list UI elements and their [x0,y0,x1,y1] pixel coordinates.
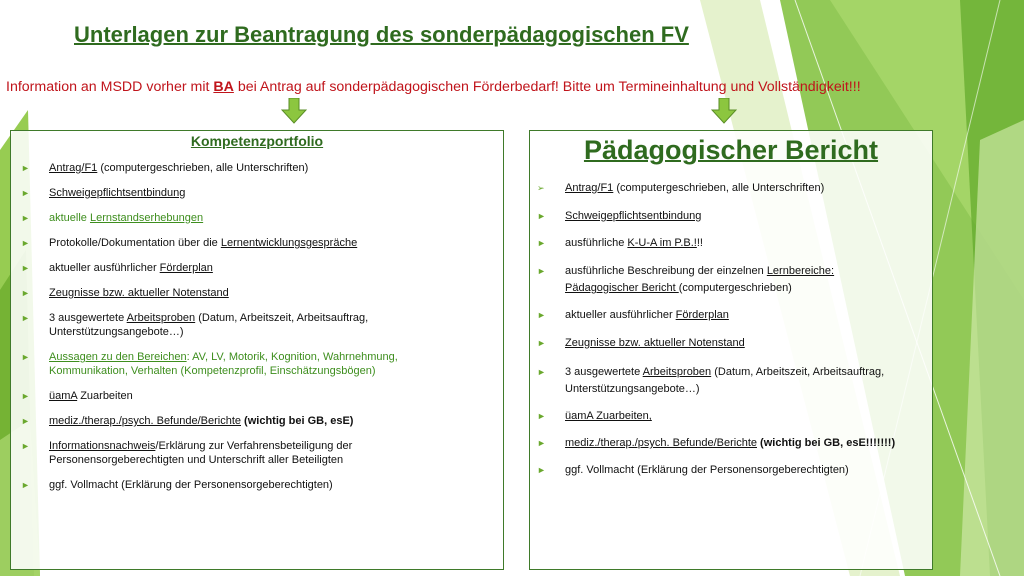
bullet-icon: ► [537,338,546,348]
item-text: Unterstützungsangebote…) [49,326,184,338]
bullet-icon: ► [21,288,30,298]
bullet-icon: ► [537,211,546,221]
item-text: Personensorgeberechtigten und Unterschrift aller Beteiligten [49,454,344,466]
page-title: Unterlagen zur Beantragung des sonderpädagogischen FV [74,22,689,47]
item-link: mediz./therap./psych. Befunde/Berichte [565,437,757,449]
list-item [21,350,398,378]
item-link: Zeugnisse bzw. aktueller Notenstand [565,337,745,349]
item-link: Lernbereiche: [766,265,835,277]
item-text: Kommunikation, Verhalten (Kompetenzprofil, Einschätzungsbögen) [49,365,376,377]
bullet-icon: ► [21,480,30,490]
bullet-icon: ► [21,238,30,248]
list-item [537,336,745,350]
item-text: 3 ausgewertete [49,312,127,324]
item-link: Schweigepflichtsentbindung [565,210,702,222]
item-link: Förderplan [675,309,729,321]
bullet-icon: ► [537,310,546,320]
bullet-icon: ► [537,465,546,475]
list-item [537,463,849,477]
info-emph: BA [213,79,234,95]
item-text: : AV, LV, Motorik, Kognition, Wahrnehmung, [186,351,398,363]
bullet-icon: ► [21,188,30,198]
item-link: Zeugnisse bzw. aktueller Notenstand [49,287,229,299]
item-text: (computergeschrieben, alle Unterschriften) [613,182,825,194]
item-text: Zuarbeiten [77,390,133,402]
item-text: ggf. Vollmacht (Erklärung der Personensorgeberechtigten) [565,464,849,476]
info-suffix: bei Antrag auf sonderpädagogischen Förderbedarf! Bitte um Termineinhaltung und Vollständigkeit!!! [233,79,861,95]
bullet-icon: ► [21,163,30,173]
item-text: Unterstützungsangebote…) [565,383,700,395]
down-arrow-icon [711,98,737,124]
item-link: Förderplan [159,262,213,274]
item-link: üamA [49,390,78,402]
list-item [537,436,896,450]
list-item [21,236,358,250]
bullet-icon: ► [21,391,30,401]
item-text: ausführliche [565,237,628,249]
item-text: ausführliche Beschreibung der einzelnen [565,265,767,277]
item-text: (Datum, Arbeitszeit, Arbeitsauftrag, [711,366,885,378]
list-item [537,209,702,223]
bullet-icon: ► [537,266,546,276]
item-text: aktueller ausführlicher [565,309,676,321]
list-item [21,389,133,403]
bullet-icon: ► [21,441,30,451]
bullet-icon: ► [21,416,30,426]
item-link: Arbeitsproben [642,366,712,378]
down-arrow-icon [281,98,307,124]
item-text: (computergeschrieben) [678,282,792,294]
item-text: aktueller ausführlicher [49,262,160,274]
item-link: mediz./therap./psych. Befunde/Berichte [49,415,241,427]
item-text: 3 ausgewertete [565,366,643,378]
list-item [21,439,353,467]
item-link: Lernstandserhebungen [89,212,204,224]
item-link: Antrag/F1 [565,182,614,194]
list-item [21,311,369,339]
bullet-icon: ► [537,438,546,448]
list-item [537,308,729,322]
list-item [21,414,354,428]
item-text: (wichtig bei GB, esE) [241,415,354,427]
bullet-icon: ► [537,367,546,377]
list-item [537,263,835,297]
item-link: Schweigepflichtsentbindung [49,187,186,199]
bullet-icon: ► [21,313,30,323]
list-item [21,286,229,300]
paedagogischer-bericht-panel [529,130,933,570]
bullet-icon: ➢ [537,183,545,193]
item-text: Protokolle/Dokumentation über die [49,237,221,249]
list-item [21,478,333,492]
bullet-icon: ► [21,263,30,273]
item-text: (Datum, Arbeitszeit, Arbeitsauftrag, [195,312,369,324]
list-item [537,181,825,195]
info-line [6,79,861,95]
list-item [537,364,885,398]
item-text: (computergeschrieben, alle Unterschriften) [97,162,309,174]
list-item [21,211,204,225]
bullet-icon: ► [21,213,30,223]
item-link: Lernentwicklungsgespräche [220,237,358,249]
item-link: Pädagogischer Bericht [565,282,679,294]
bericht-heading: Pädagogischer Bericht [583,135,879,165]
kompetenzportfolio-heading: Kompetenzportfolio [190,133,324,149]
item-link: Informationsnachweis [49,440,156,452]
bullet-icon: ► [21,352,30,362]
item-link: üamA Zuarbeiten, [565,410,652,422]
info-prefix: Information an MSDD vorher mit [6,79,214,95]
item-text: (wichtig bei GB, esE!!!!!!!) [757,437,896,449]
item-link: Aussagen zu den Bereichen [49,351,187,363]
bullet-icon: ► [537,238,546,248]
item-link: Arbeitsproben [126,312,196,324]
item-link: K-U-A im P.B.! [627,237,697,249]
list-item [21,161,309,175]
item-text: !! [696,237,703,249]
item-link: Antrag/F1 [49,162,98,174]
item-text: /Erklärung zur Verfahrensbeteiligung der [155,440,353,452]
list-item [537,236,703,250]
item-text: aktuelle [49,212,90,224]
list-item [21,261,213,275]
item-text: ggf. Vollmacht (Erklärung der Personensorgeberechtigten) [49,479,333,491]
list-item [537,409,652,423]
list-item [21,186,186,200]
bullet-icon: ► [537,411,546,421]
kompetenzportfolio-panel [10,130,504,570]
